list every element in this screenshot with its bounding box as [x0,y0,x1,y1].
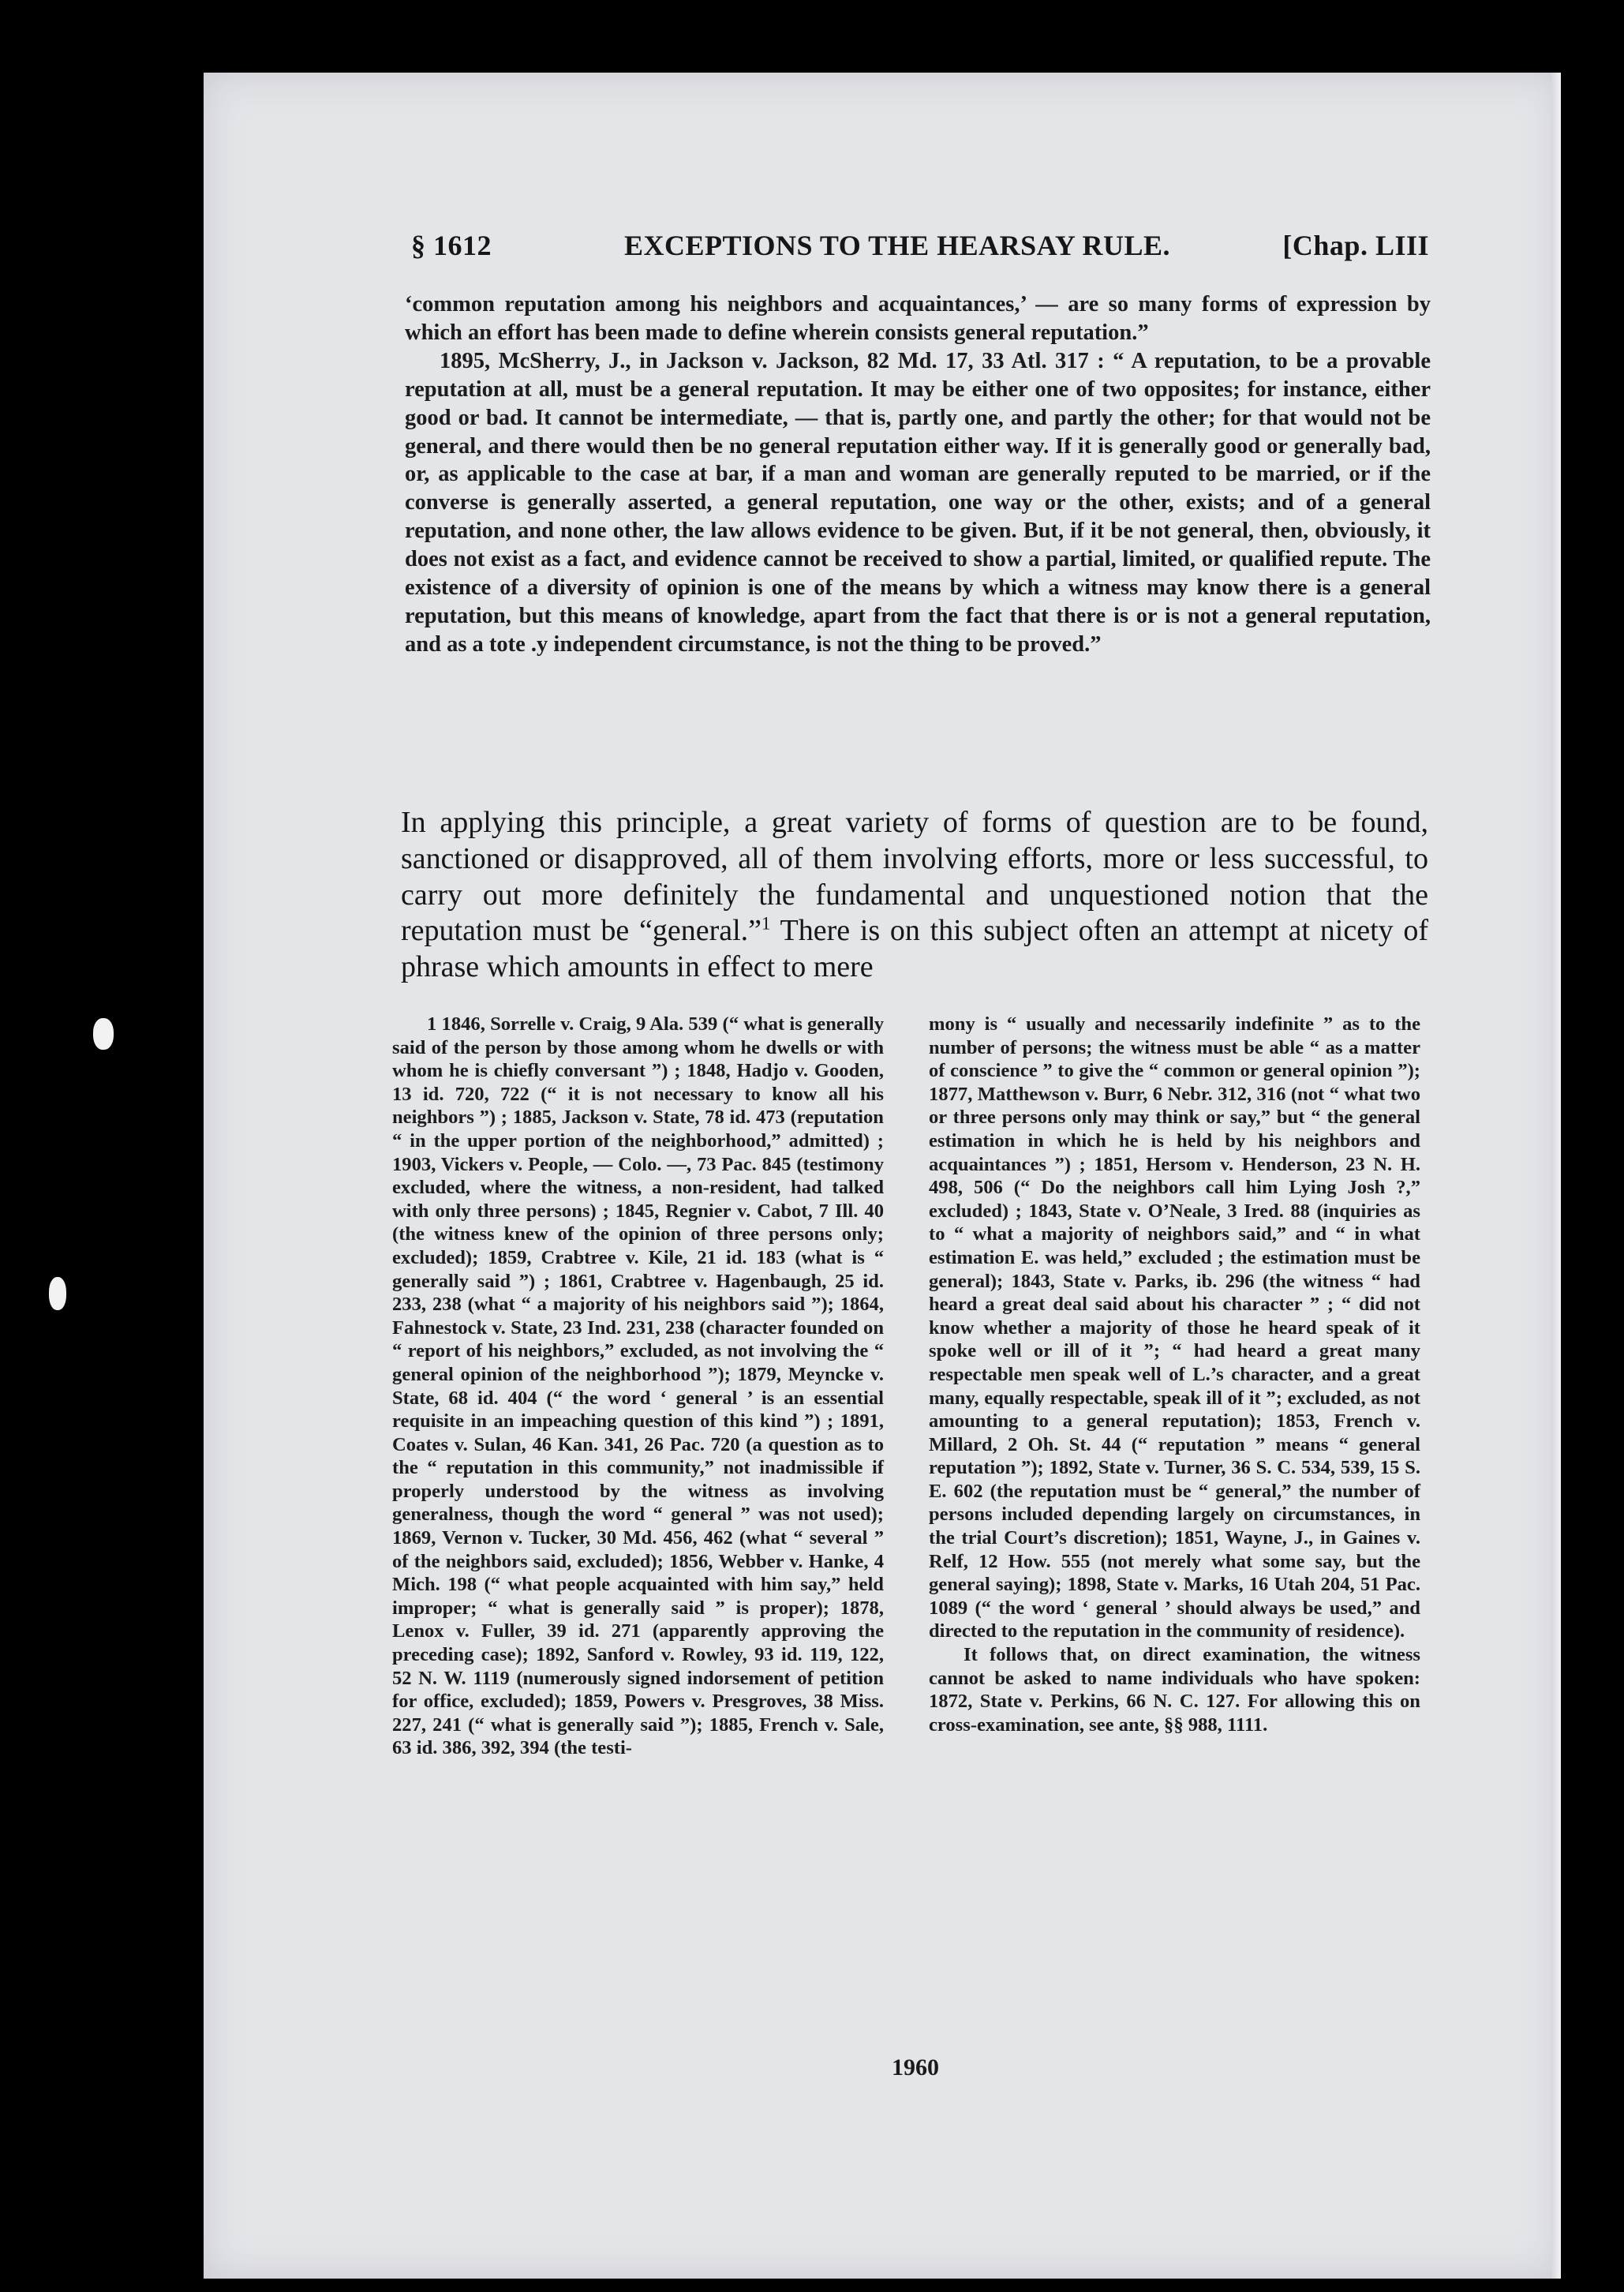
footnote-text: 1 1846, Sorrelle v. Craig, 9 Ala. 539 (“ what is generally said of the person by those among whom he dwells or with whom he is chiefly conversant ”) ; 1848, Hadjo v. Gooden, 13 id. 720, 722 (“ it is not necessary to know all his neighbors ”) ; 1885, Jackson v. State, 78 id. 473 (reputation “ in the upper portion of the neighborhood,” admitted) ; 1903, Vickers v. People, — Colo. —, 73 Pac. 845 (testimony excluded, where the witness, a non-resident, had talked with only three persons) ; 1845, Regnier v. Cabot, 7 Ill. 40 (the witness knew of the opinion of three persons only; excluded); 1859, Crabtree v. Kile, 21 id. 183 (what is “ generally said ”) ; 1861, Crabtree v. Hagenbaugh, 25 id. 233, 238 (what “ a majority of his neighbors said ”); 1864, Fahnestock v. State, 23 Ind. 231, 238 (character founded on “ report of his neighbors,” excluded, as not involving the “ general opinion of the neighborhood ”); 1879, Meyncke v. State, 68 id. 404 (“ the word ‘ general ’ is an essential requisite in an impeaching question of this kind ”) ; 1891, Coates v. Sulan, 46 Kan. 341, 26 Pac. 720 (a question as to the “ reputation in this community,” not inadmissible if properly understood by the witness as involving generalness, though the word “ general ” was not used); 1869, Vernon v. Tucker, 30 Md. 456, 462 (what “ several ” of the neighbors said, excluded); 1856, Webber v. Hanke, 4 Mich. 198 (“ what people acquainted with him say,” held improper; “ what is generally said ” is proper); 1878, Lenox v. Fuller, 39 id. 271 (apparently approving the preceding case); 1892, Sanford v. Rowley, 93 id. 119, 122, 52 N. W. 1119 (numerously signed indorsement of petition for office, excluded); 1859, Powers v. Presgroves, 38 Miss. 227, 241 (“ what is generally said ”); 1885, French v. Sale, 63 id. 386, 392, 394 (the testi- [392,1013,884,1759]
body-text: In applying this principle, a great variety of forms of question are to be found, sanctioned or disapproved, all of them involving efforts, more or less successful, to carry out more definitely the fundamental and unquestioned notion that the reputation must be “general.” [401,806,1428,948]
page-edge [1551,73,1561,2279]
footnote-column-left [392,1013,884,1760]
footnote-text: It follows that, on direct examination, the witness cannot be asked to name individuals who have spoken: 1872, State v. Perkins, 66 N. C. 127. For allowing this on cross-examination, see ante, §§ 988, 1111. [929,1644,1420,1736]
scan-speck [49,1277,66,1310]
running-head [411,229,1429,268]
body-paragraph [401,805,1428,986]
footnote-column-right [929,1013,1420,1736]
chapter-label: [Chap. LIII [1282,230,1429,261]
page-title: EXCEPTIONS TO THE HEARSAY RULE. [624,230,1171,261]
main-text [401,805,1428,986]
footnote-ref: 1 [761,913,771,934]
scan-speck [93,1018,114,1050]
quoted-passage [405,290,1431,659]
page-number: 1960 [892,2054,939,2080]
body-text-end: There is on this subject often an attempt at nicety of phrase which amounts in effect to mere [401,914,1429,984]
quote-paragraph: 1895, McSherry, J., in Jackson v. Jackson, 82 Md. 17, 33 Atl. 317 : “ A reputation, to be a provable reputation at all, must be a general reputation. It may be either one of two opposites; for instance, either good or bad. It cannot be intermediate, — that is, partly one, and partly the other; for that would not be general, and there would then be no general reputation either way. If it is generally good or generally bad, or, as applicable to the case at bar, if a man and woman are generally reputed to be married, or if the converse is generally asserted, a general reputation, one way or the other, exists; and of a general reputation, and none other, the law allows evidence to be given. But, if it be not general, then, obviously, it does not exist as a fact, and evidence cannot be received to show a partial, limited, or qualified repute. The existence of a diversity of opinion is one of the means by which a witness may know there is a general reputation, but this means of knowledge, apart from the fact that there is or is not a general reputation, and as a tote .y independent circumstance, is not the thing to be proved.” [405,348,1431,657]
quote-paragraph: ‘common reputation among his neighbors and acquaintances,’ — are so many forms of expression by which an effort has been made to define wherein consists general reputation.” [405,292,1431,345]
footnote-text: mony is “ usually and necessarily indefinite ” as to the number of persons; the witness must be able “ as a matter of conscience ” to give the “ common or general opinion ”); 1877, Matthewson v. Burr, 6 Nebr. 312, 316 (not “ what two or three persons only may think or say,” but “ the general estimation in which he is held by his neighbors and acquaintances ”) ; 1851, Hersom v. Henderson, 23 N. H. 498, 506 (“ Do the neighbors call him Lying Josh ?,” excluded) ; 1843, State v. O’Neale, 3 Ired. 88 (inquiries as to “ what a majority of neighbors said,” and “ in what estimation E. was held,” excluded ; the estimation must be general); 1843, State v. Parks, ib. 296 (the witness “ had heard a great deal said about his character ” ; “ did not know whether a majority of those he heard speak of it spoke well or ill of it ”; “ had heard a great many respectable men speak well of L.’s character, and a great many, equally respectable, speak ill of it ”; excluded, as not amounting to a general reputation); 1853, French v. Millard, 2 Oh. St. 44 (“ reputation ” means “ general reputation ”); 1892, State v. Turner, 36 S. C. 534, 539, 15 S. E. 602 (the reputation must be “ general,” the number of persons included depending largely on circumstances, in the trial Court’s discretion); 1851, Wayne, J., in Gaines v. Relf, 12 How. 555 (not merely what some say, but the general saying); 1898, State v. Marks, 16 Utah 204, 51 Pac. 1089 (“ the word ‘ general ’ should always be used,” and directed to the reputation in the community of residence). [929,1013,1420,1642]
section-number: § 1612 [411,230,492,261]
